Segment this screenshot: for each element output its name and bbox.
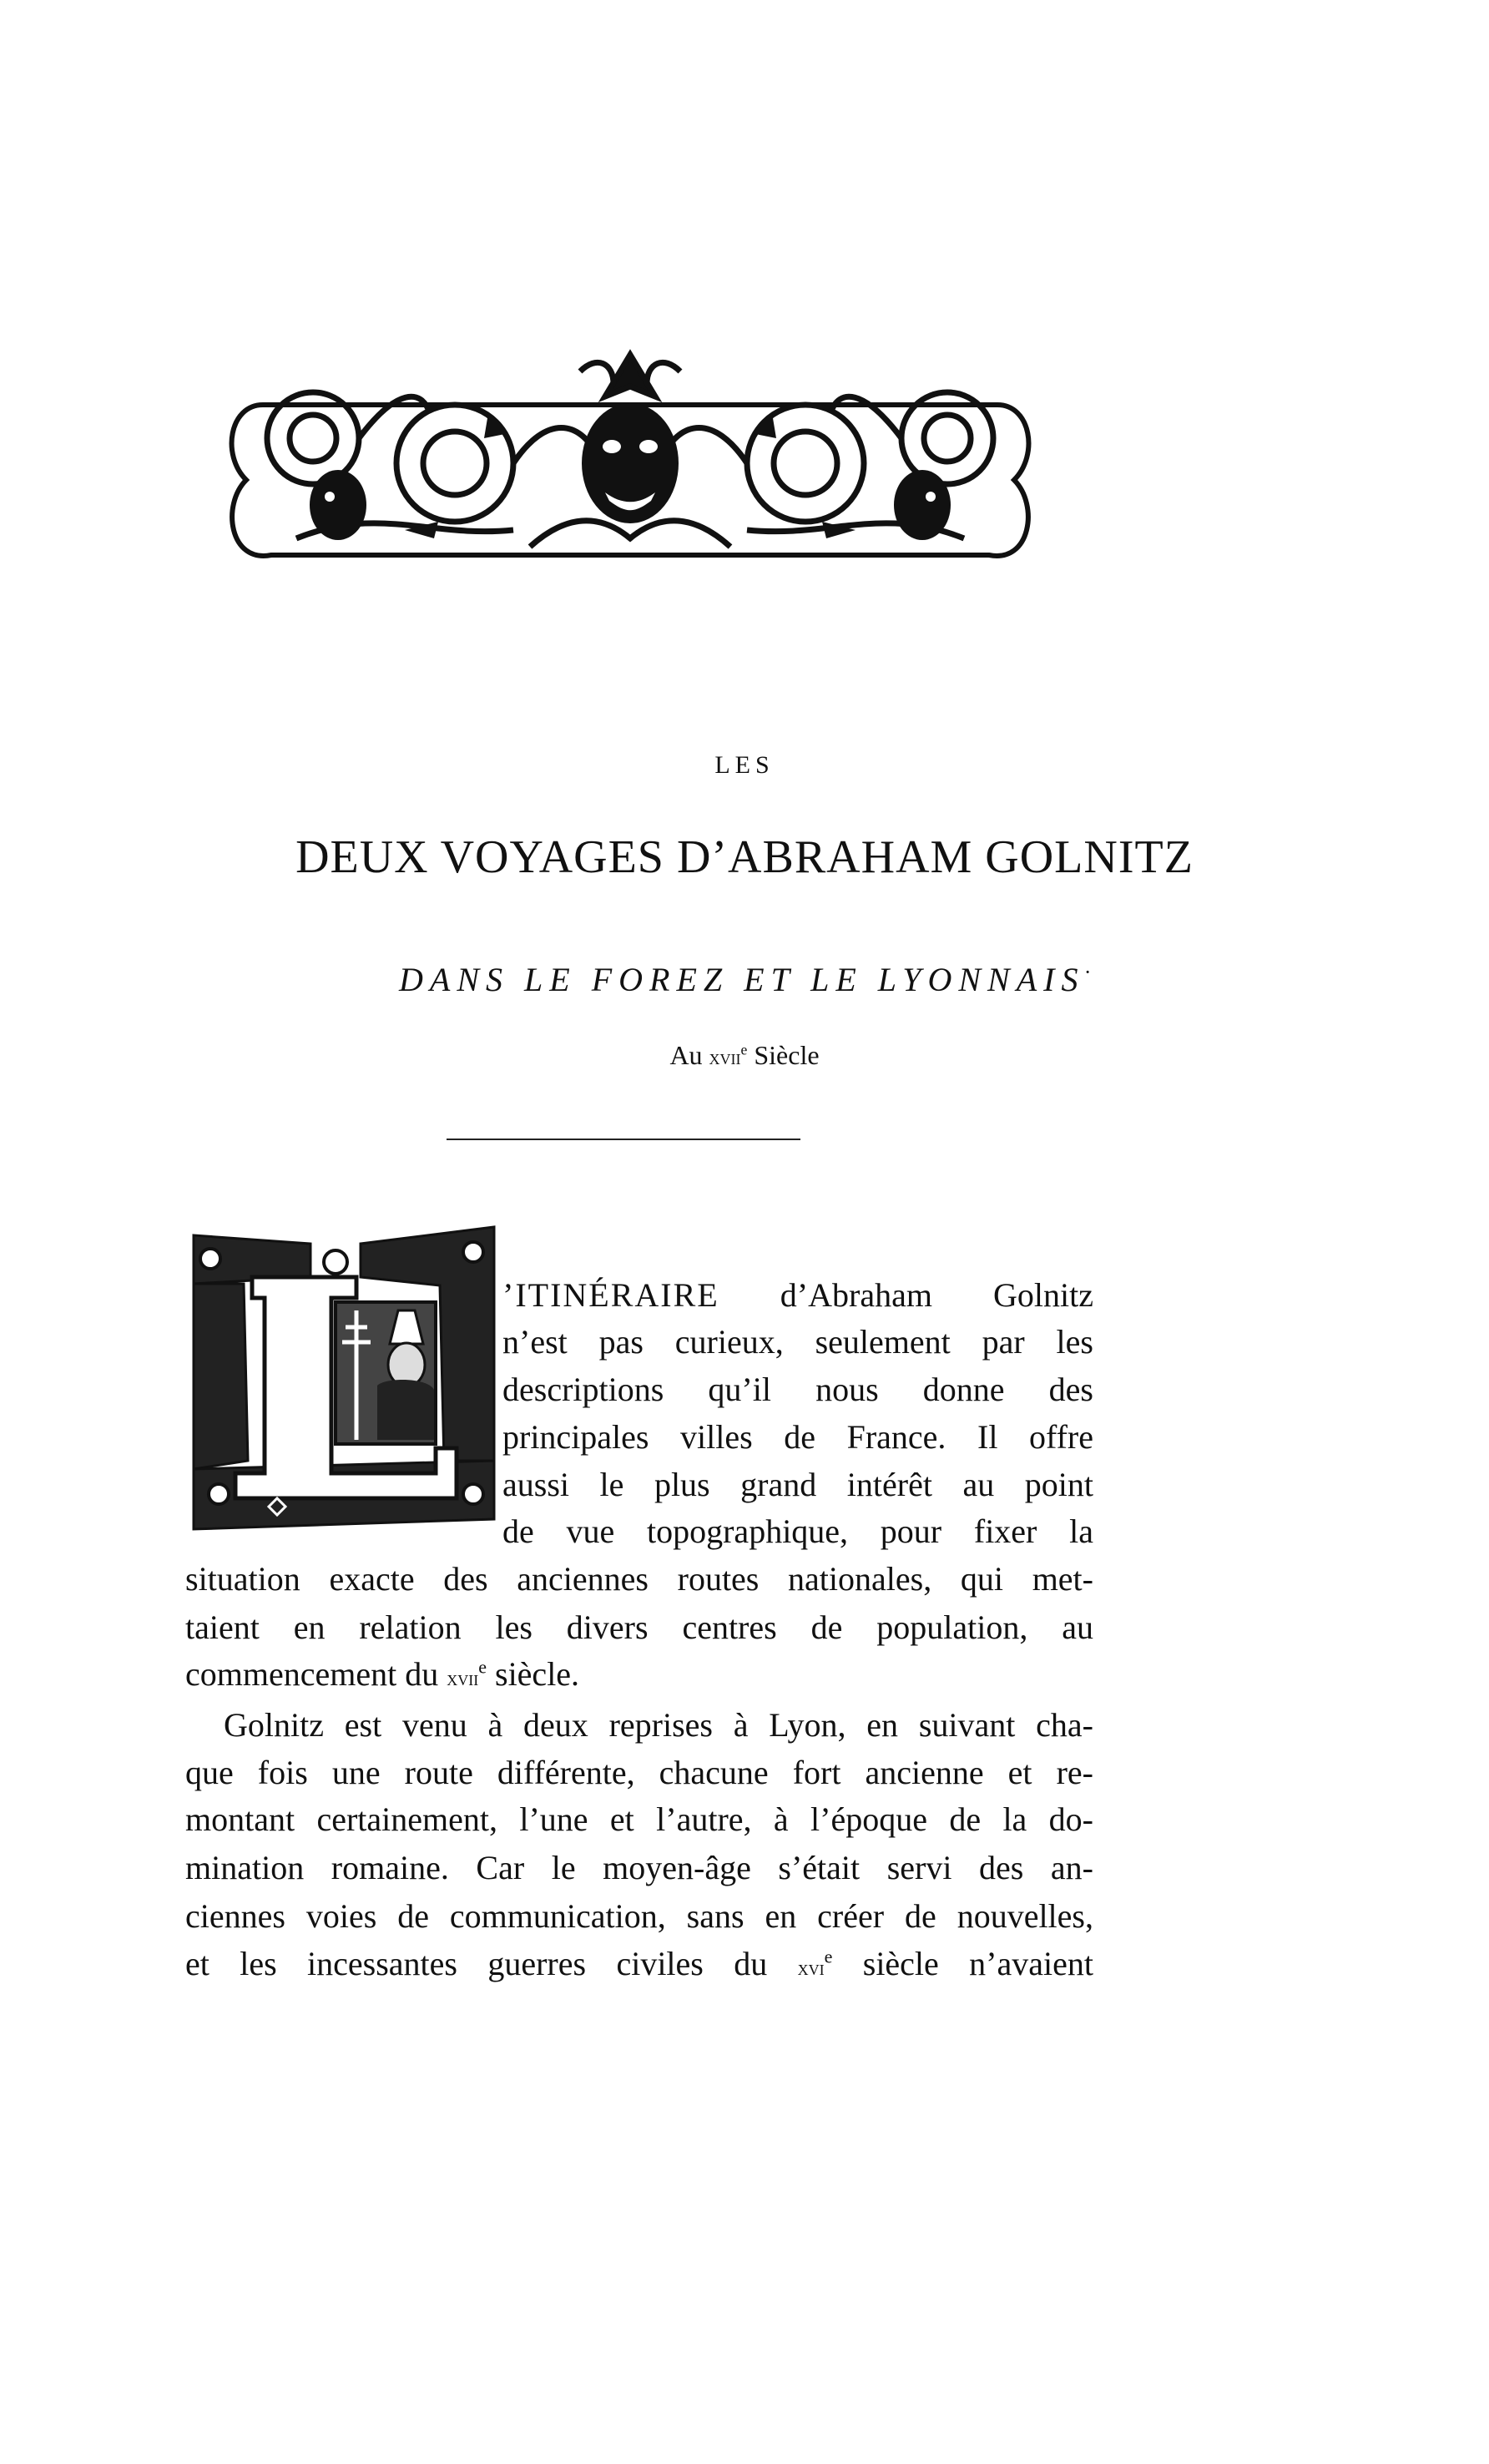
subtitle-mark: ·	[1084, 960, 1090, 984]
title-article: LES	[714, 751, 775, 779]
line-15-sup: e	[824, 1946, 833, 1967]
drop-initial-icon	[185, 1219, 502, 1536]
body-line-2: n’est pas curieux, seulement par les	[502, 1323, 1093, 1361]
body-line-8: taient en relation les divers centres de population, au	[185, 1608, 1093, 1646]
body-line-4: principales villes de France. Il offre	[502, 1418, 1093, 1456]
body-line-10: Golnitz est venu à deux reprises à Lyon, en suivant cha-	[224, 1706, 1093, 1744]
century-line	[0, 1040, 1489, 1071]
line-15-a: et les incessantes guerres civiles du	[185, 1945, 798, 1982]
century-numeral: xvii	[709, 1045, 741, 1069]
line-9-a: commencement du	[185, 1655, 447, 1693]
body-line-14: ciennes voies de communication, sans en créer de nouvelles,	[185, 1897, 1093, 1935]
century-suffix: Siècle	[747, 1040, 820, 1070]
page-title: DEUX VOYAGES D’ABRAHAM GOLNITZ	[295, 831, 1194, 883]
body-line-15	[185, 1947, 1093, 1981]
title-rule	[447, 1139, 800, 1140]
body-line-11: que fois une route différente, chacune fort ancienne et re-	[185, 1754, 1093, 1791]
line-9-b: siècle.	[487, 1655, 580, 1693]
line-1-rest: d’Abraham Golnitz	[719, 1276, 1093, 1314]
line-9-numeral: xvii	[447, 1666, 479, 1690]
subtitle-text: DANS LE FOREZ ET LE LYONNAIS	[399, 961, 1085, 998]
century-prefix: Au	[669, 1040, 709, 1070]
line-15-numeral: xvi	[797, 1956, 825, 1980]
body-line-13: mination romaine. Car le moyen-âge s’était servi des an-	[185, 1849, 1093, 1886]
body-line-1	[502, 1276, 1093, 1314]
line-15-b: siècle n’avaient	[832, 1945, 1093, 1982]
body-line-6: de vue topographique, pour fixer la	[502, 1512, 1093, 1550]
body-line-9	[185, 1655, 1093, 1693]
body-line-7: situation exacte des anciennes routes nationales, qui met-	[185, 1560, 1093, 1598]
body-line-12: montant certainement, l’une et l’autre, à l’époque de la do-	[185, 1800, 1093, 1838]
body-line-3: descriptions qu’il nous donne des	[502, 1371, 1093, 1408]
page-subtitle	[0, 960, 1489, 999]
headpiece-ornament	[213, 338, 1047, 609]
line-9-sup: e	[478, 1656, 487, 1678]
body-line-5: aussi le plus grand intérêt au point	[502, 1466, 1093, 1503]
opening-word: ’ITINÉRAIRE	[502, 1276, 719, 1314]
century-sup: e	[740, 1041, 748, 1058]
